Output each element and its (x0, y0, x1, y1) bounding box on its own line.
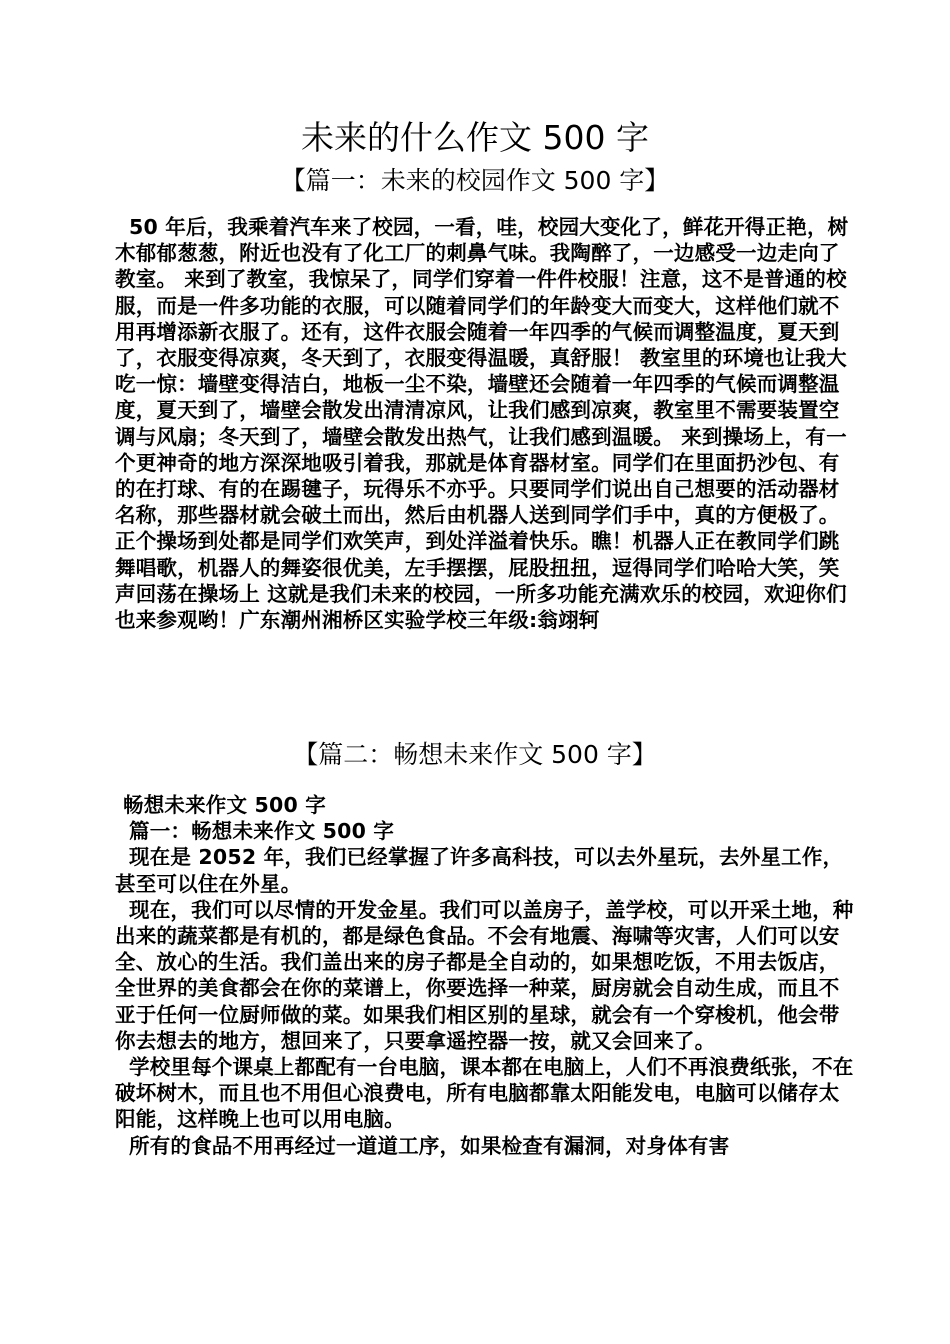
essay-paragraph: 篇一：畅想未来作文 500 字 (129, 819, 395, 844)
essay-body-2 (115, 792, 855, 1159)
section-heading-2: 【篇二：畅想未来作文 500 字】 (293, 740, 657, 769)
essay-paragraph: 所有的食品不用再经过一道道工序，如果检查有漏洞，对身体有害 (129, 1133, 730, 1158)
essay-paragraph: 现在，我们可以尽情的开发金星。我们可以盖房子，盖学校，可以开采土地，种出来的蔬菜都是有机的，都是绿色食品。不会有地震、海啸等灾害，人们可以安全、放心的生活。我们盖出来的房子都是全自动的，如果想吃饭，不用去饭店，全世界的美食都会在你的菜谱上，你要选择一种菜，厨房就会自动生成，而且不亚于任何一位厨师做的菜。如果我们相区别的星球，就会有一个穿梭机，他会带你去想去的地方，想回来了，只要拿遥控器一按，就又会回来了。 (115, 897, 854, 1053)
essay-paragraph: 现在是 2052 年，我们已经掌握了许多高科技，可以去外星玩，去外星工作，甚至可以住在外星。 (115, 845, 844, 896)
page-title: 未来的什么作文 500 字 (301, 118, 649, 157)
essay-paragraph: 畅想未来作文 500 字 (123, 793, 326, 817)
section-heading-1: 【篇一：未来的校园作文 500 字】 (280, 166, 670, 195)
essay-paragraph: 学校里每个课桌上都配有一台电脑，课本都在电脑上，人们不再浪费纸张，不在破坏树木，而且也不用但心浪费电，所有电脑都靠太阳能发电，电脑可以储存太阳能，这样晚上也可以用电脑。 (115, 1055, 854, 1132)
essay-body-1: 50 年后，我乘着汽车来了校园，一看，哇，校园大变化了，鲜花开得正艳，树木郁郁葱葱，附近也没有了化工厂的刺鼻气味。我陶醉了，一边感受一边走向了教室。 来到了教室，我惊呆了，同学们穿着一件件校服！注意，这不是普通的校服，而是一件多功能的衣服，可以随着同学们的年龄变大而变大，这样他们就不用再增添新衣服了。还有，这件衣服会随着一年四季的气候而调整温度，夏天到了，衣服变得凉爽，冬天到了，衣服变得温暖，真舒服！ 教室里的环境也让我大吃一惊：墙壁变得洁白，地板一尘不染，墙壁还会随着一年四季的气候而调整温度，夏天到了，墙壁会散发出清清凉风，让我们感到凉爽，教室里不需要装置空调与风扇；冬天到了，墙壁会散发出热气，让我们感到温暖。 来到操场上，有一个更神奇的地方深深地吸引着我，那就是体育器材室。同学们在里面扔沙包、有的在打球、有的在踢毽子，玩得乐不亦乎。只要同学们说出自己想要的活动器材名称，那些器材就会破土而出，然后由机器人送到同学们手中，真的方便极了。正个操场到处都是同学们欢笑声，到处洋溢着快乐。瞧！机器人正在教同学们跳舞唱歌，机器人的舞姿很优美，左手摆摆，屁股扭扭，逗得同学们哈哈大笑，笑声回荡在操场上 这就是我们未来的校园，一所多功能充满欢乐的校园，欢迎你们也来参观哟！广东潮州湘桥区实验学校三年级:翁翊轲 (115, 215, 849, 633)
